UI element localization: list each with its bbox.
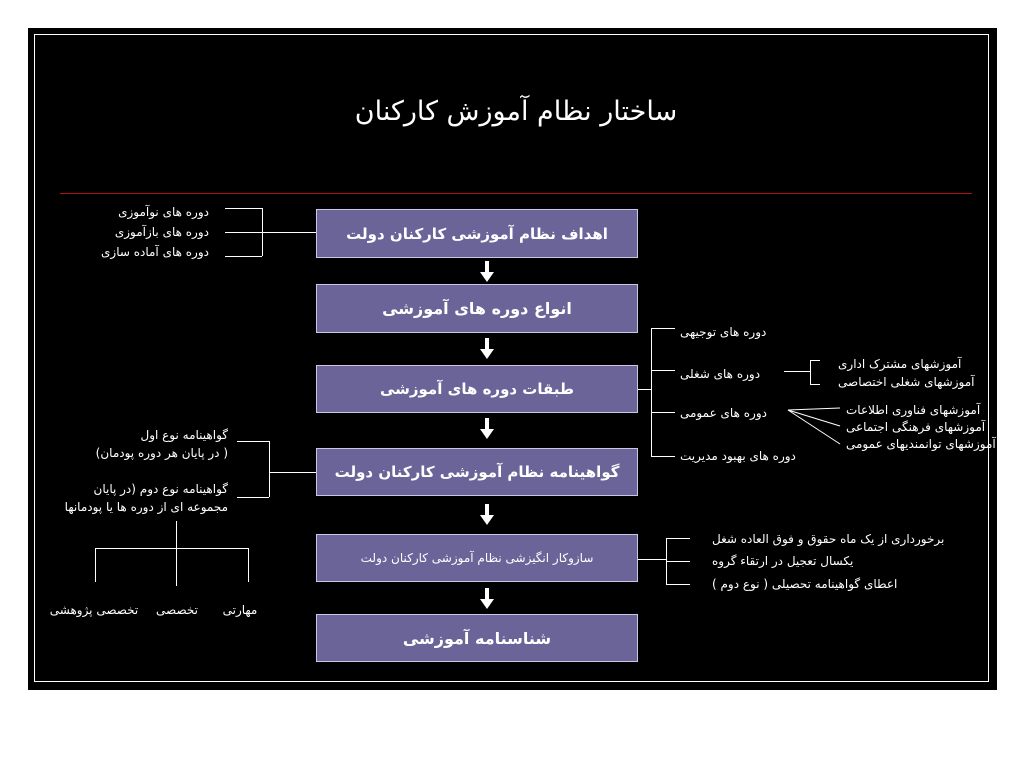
bracket-line bbox=[651, 328, 675, 329]
box-course-categories: طبقات دوره های آموزشی bbox=[316, 365, 638, 413]
general-sub-cultural: آموزشهای فرهنگی اجتماعی bbox=[846, 420, 986, 434]
job-sub-common: آموزشهای مشترک اداری bbox=[838, 357, 962, 371]
arrow-down-icon bbox=[479, 418, 495, 440]
subtype-skill: مهارتی bbox=[222, 603, 258, 617]
certificate-type1: گواهینامه نوع اول bbox=[140, 428, 228, 442]
bracket-line bbox=[237, 497, 269, 498]
job-sub-specific: آموزشهای شغلی اختصاصی bbox=[838, 375, 975, 389]
bracket-line bbox=[225, 232, 262, 233]
category-management: دوره های بهبود مدیریت bbox=[680, 449, 796, 463]
incentive-degree: اعطای گواهینامه تحصیلی ( نوع دوم ) bbox=[712, 577, 898, 591]
arrow-down-icon bbox=[479, 261, 495, 283]
incentive-promotion: یکسال تعجیل در ارتقاء گروه bbox=[712, 554, 854, 568]
general-sub-abilities: آموزشهای توانمندیهای عمومی bbox=[846, 437, 996, 451]
subtype-research: تخصصی پژوهشی bbox=[49, 603, 139, 617]
category-job: دوره های شغلی bbox=[680, 367, 761, 381]
fan-connector-icon bbox=[784, 402, 844, 450]
bracket-line bbox=[666, 538, 690, 539]
bracket-line bbox=[225, 256, 262, 257]
bracket-line bbox=[651, 328, 652, 457]
category-orientation: دوره های توجیهی bbox=[680, 325, 767, 339]
bracket-line bbox=[810, 384, 820, 385]
certificate-type2-note: مجموعه ای از دوره ها یا پودمانها bbox=[64, 500, 228, 514]
tree-line bbox=[95, 548, 249, 549]
arrow-down-icon bbox=[479, 588, 495, 610]
box-certificate: گواهینامه نظام آموزشی کارکنان دولت bbox=[316, 448, 638, 496]
bracket-line bbox=[810, 360, 820, 361]
connector-line bbox=[638, 559, 666, 560]
certificate-type1-note: ( در پایان هر دوره پودمان) bbox=[95, 446, 228, 460]
box-training-record: شناسنامه آموزشی bbox=[316, 614, 638, 662]
subtype-specialized: تخصصی bbox=[156, 603, 198, 617]
bracket-line bbox=[225, 208, 262, 209]
box-goals: اهداف نظام آموزشی کارکنان دولت bbox=[316, 209, 638, 258]
bracket-line bbox=[666, 584, 690, 585]
arrow-down-icon bbox=[479, 338, 495, 360]
bracket-line bbox=[651, 456, 675, 457]
bracket-line bbox=[651, 412, 675, 413]
category-general: دوره های عمومی bbox=[680, 406, 767, 420]
bracket-line bbox=[269, 441, 270, 497]
box-incentive: سازوکار انگیزشی نظام آموزشی کارکنان دولت bbox=[316, 534, 638, 582]
tree-line bbox=[248, 548, 249, 582]
arrow-down-icon bbox=[479, 504, 495, 526]
certificate-type2: گواهینامه نوع دوم (در پایان bbox=[93, 482, 228, 496]
bracket-line bbox=[666, 561, 690, 562]
tree-line bbox=[176, 521, 177, 586]
bracket-line bbox=[262, 208, 263, 256]
slide-title: ساختار نظام آموزش کارکنان bbox=[354, 96, 678, 127]
left-item-retraining: دوره های بازآموزی bbox=[114, 225, 209, 239]
bracket-line bbox=[810, 360, 811, 384]
bracket-line bbox=[237, 441, 269, 442]
incentive-salary: برخورداری از یک ماه حقوق و فوق العاده شغل bbox=[712, 532, 945, 546]
title-divider bbox=[60, 193, 972, 194]
connector-line bbox=[638, 389, 651, 390]
box-course-types: انواع دوره های آموزشی bbox=[316, 284, 638, 333]
connector-line bbox=[784, 371, 810, 372]
general-sub-it: آموزشهای فناوری اطلاعات bbox=[846, 403, 981, 417]
left-item-preparation: دوره های آماده سازی bbox=[101, 245, 209, 259]
bracket-line bbox=[651, 370, 675, 371]
connector-line bbox=[270, 472, 316, 473]
left-item-induction: دوره های نوآموزی bbox=[118, 205, 209, 219]
connector-line bbox=[262, 232, 316, 233]
tree-line bbox=[95, 548, 96, 582]
